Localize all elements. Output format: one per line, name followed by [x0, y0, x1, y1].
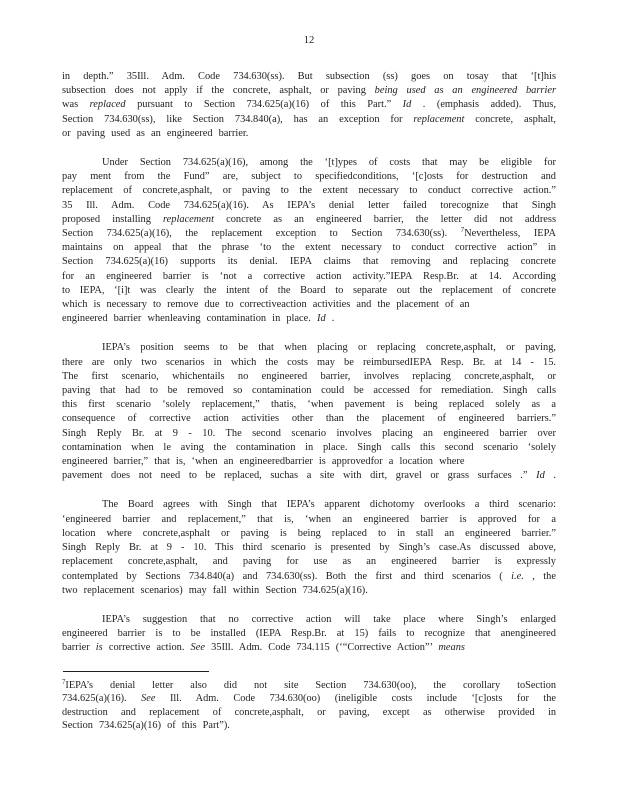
text-line [62, 513, 556, 527]
text-segment: paving that had to be removed so contamination could be accessed for remediation. Singh calls [62, 385, 556, 397]
text-segment: contamination when le aving the contamination in place. Singh calls this second scenario ‘solely [62, 441, 556, 453]
text-segment: Nevertheless, IEPA [464, 228, 556, 240]
text-line [62, 692, 556, 706]
text-line [62, 441, 556, 455]
text-segment: 35 Ill. Adm. Code 734.625(a)(16). As IEPA’s denial letter failed torecognize that Singh [62, 199, 556, 211]
footnote-separator [63, 671, 209, 672]
text-segment: The Board agrees with Singh that IEPA’s apparent dichotomy overlooks a third scenario: [102, 499, 556, 511]
text-segment: subsection does not apply if the concrete, asphalt, or paving [62, 85, 375, 97]
text-segment: consequence of corrective action activities other than the placement of engineered barriers.” [62, 413, 556, 425]
body-paragraph [62, 341, 556, 483]
text-segment: or paving used as an engineered barrier. [62, 127, 249, 139]
text-segment: 734.625(a)(16). [62, 693, 142, 705]
superscript-footnote-marker: 7 [460, 227, 465, 235]
body-paragraph [62, 613, 556, 656]
text-segment: barrier [62, 642, 96, 654]
text-segment: , the [523, 570, 556, 582]
text-segment: two replacement scenarios) may fall within Section 734.625(a)(16). [62, 584, 368, 596]
text-segment: engineered barrier is to be installed (IEPA Resp.Br. at 15) fails to recognize that anengineered [62, 628, 556, 640]
text-line [62, 412, 556, 426]
text-line [62, 584, 556, 598]
text-line [62, 241, 556, 255]
text-segment: pay ment from the Fund” are, subject to specifiedconditions, ‘[c]osts for destruction and [62, 171, 556, 183]
text-segment: The first scenario, whichentails no engineered barrier, involves replacing concrete,asphalt, or [62, 370, 556, 382]
text-line [62, 341, 556, 355]
text-segment: which is necessary to remove due to correctiveaction activities and the placement of an [62, 299, 470, 311]
text-segment: . [325, 313, 335, 325]
text-line [62, 641, 556, 655]
text-segment: replacement of concrete,asphalt, or paving to the extent necessary to conduct corrective action.” [62, 185, 556, 197]
text-line [62, 84, 556, 98]
text-segment: . (emphasis added). Thus, [411, 99, 556, 111]
text-line [62, 370, 556, 384]
body-paragraph [62, 156, 556, 326]
text-line [62, 213, 556, 227]
text-line [62, 469, 556, 483]
text-segment: Section 734.625(a)(16) supports its denial. IEPA claims that removing and replacing concrete [62, 256, 556, 268]
text-segment: Section 734.625(a)(16), the replacement exception to Section 734.630(ss). [62, 228, 461, 240]
text-line [62, 170, 556, 184]
text-segment: . [544, 470, 556, 482]
text-segment: in depth.” 35Ill. Adm. Code 734.630(ss). But subsection (ss) goes on tosay that ‘[t]his [62, 71, 556, 82]
text-line [62, 398, 556, 412]
text-segment: IEPA’s suggestion that no corrective action will take place where Singh’s enlarged [102, 613, 556, 625]
footnote-section [62, 671, 556, 733]
text-line [62, 98, 556, 112]
text-segment: pavement does not need to be replaced, suchas a site with dirt, gravel or grass surfaces .” [62, 470, 537, 482]
italic-text-segment: See [141, 693, 156, 705]
text-line [62, 356, 556, 370]
text-segment: Ill. Adm. Code 734.630(oo) (ineligible costs include ‘[c]osts for the [155, 693, 557, 705]
italic-text-segment: replaced [89, 99, 126, 111]
text-segment: contemplated by Sections 734.840(a) and 734.630(ss). Both the first and third scenarios ( [62, 570, 512, 582]
text-line [62, 184, 556, 198]
text-line [62, 113, 556, 127]
text-line [62, 312, 556, 326]
body-paragraph [62, 498, 556, 597]
text-segment: engineered barrier whenleaving contamination in place. [62, 313, 317, 325]
text-line [62, 227, 556, 241]
text-line [62, 270, 556, 284]
body-paragraph [62, 70, 556, 141]
text-line [62, 127, 556, 141]
italic-text-segment: i.e. [511, 570, 524, 582]
text-line [62, 679, 556, 693]
text-line [62, 384, 556, 398]
italic-text-segment: means [438, 642, 465, 654]
text-segment: replacement concrete,asphalt, and paving for use as an engineered barrier is expressly [62, 556, 556, 568]
text-line [62, 298, 556, 312]
text-line [62, 284, 556, 298]
text-line [62, 555, 556, 569]
text-segment: Under Section 734.625(a)(16), among the ‘[t]ypes of costs that may be eligible for [102, 157, 556, 169]
text-segment: corrective action. [102, 642, 191, 654]
text-segment: pursuant to Section 734.625(a)(16) of this Part.” [125, 99, 403, 111]
italic-text-segment: replacement [413, 113, 465, 125]
text-line [62, 719, 556, 733]
text-segment: IEPA’s position seems to be that when placing or replacing concrete,asphalt, or paving, [102, 342, 556, 354]
document-body [62, 70, 556, 656]
text-segment: maintains on appeal that the phrase ‘to the extent necessary to conduct corrective action” in [62, 242, 556, 254]
text-segment: 35Ill. Adm. Code 734.115 (‘“Corrective Action”’ [204, 642, 439, 654]
italic-text-segment: Id [402, 99, 412, 111]
text-line [62, 427, 556, 441]
text-line [62, 255, 556, 269]
text-segment: to IEPA, ‘[i]t was clearly the intent of the Board to separate out the replacement of concrete [62, 284, 556, 296]
text-line [62, 70, 556, 84]
text-segment: proposed installing [62, 213, 164, 225]
text-segment: destruction and replacement of concrete,asphalt, or paving, except as otherwise provided in [62, 706, 556, 718]
text-line [62, 627, 556, 641]
italic-text-segment: Id [316, 313, 326, 325]
text-segment: concrete, asphalt, [464, 113, 556, 125]
text-segment: was [62, 99, 90, 111]
text-line [62, 156, 556, 170]
text-segment: location where concrete,asphalt or paving is being replaced to in stall an engineered barrier.” [62, 527, 556, 539]
text-segment: Singh Reply Br. at 9 - 10. The second scenario involves placing an engineered barrier over [62, 427, 556, 439]
page-number: 12 [303, 35, 315, 46]
italic-text-segment: Id [536, 470, 545, 482]
italic-text-segment: being used as an engineered barrier [374, 85, 557, 97]
text-segment: Singh Reply Br. at 9 - 10. This third scenario is presented by Singh’s case.As discussed above, [62, 542, 556, 554]
text-line [62, 199, 556, 213]
text-line [62, 613, 556, 627]
italic-text-segment: is [95, 642, 103, 654]
text-line [62, 706, 556, 720]
text-segment: Section 734.625(a)(16) of this Part”). [62, 720, 230, 732]
text-segment: for an engineered barrier is ‘not a corrective action activity.”IEPA Resp.Br. at 14. According [62, 270, 556, 282]
text-segment: there are only two scenarios in which the costs may be reimbursedIEPA Resp. Br. at 14 - 15. [62, 356, 556, 368]
text-line [62, 541, 556, 555]
footnote-text [62, 679, 556, 733]
text-line [62, 455, 556, 469]
text-segment: concrete as an engineered barrier, the letter did not address [213, 213, 557, 225]
text-segment: engineered barrier,” that is, ‘when an engineeredbarrier is approvedfor a location where [62, 456, 465, 468]
text-line [62, 570, 556, 584]
superscript-footnote-marker: 7 [62, 678, 66, 686]
text-segment: ‘engineered barrier and replacement,” that is, ‘when an engineered barrier is approved for a [62, 513, 556, 525]
text-line [62, 498, 556, 512]
text-line [62, 527, 556, 541]
italic-text-segment: replacement [163, 213, 214, 225]
italic-text-segment: See [190, 642, 205, 654]
text-segment: Section 734.630(ss), like Section 734.840(a), has an exception for [62, 113, 414, 125]
text-segment: IEPA’s denial letter also did not site Section 734.630(oo), the corollary toSection [65, 679, 556, 691]
text-segment: this first scenario ‘solely replacement,” thatis, ‘when pavement is being replaced solely as a [62, 399, 556, 411]
